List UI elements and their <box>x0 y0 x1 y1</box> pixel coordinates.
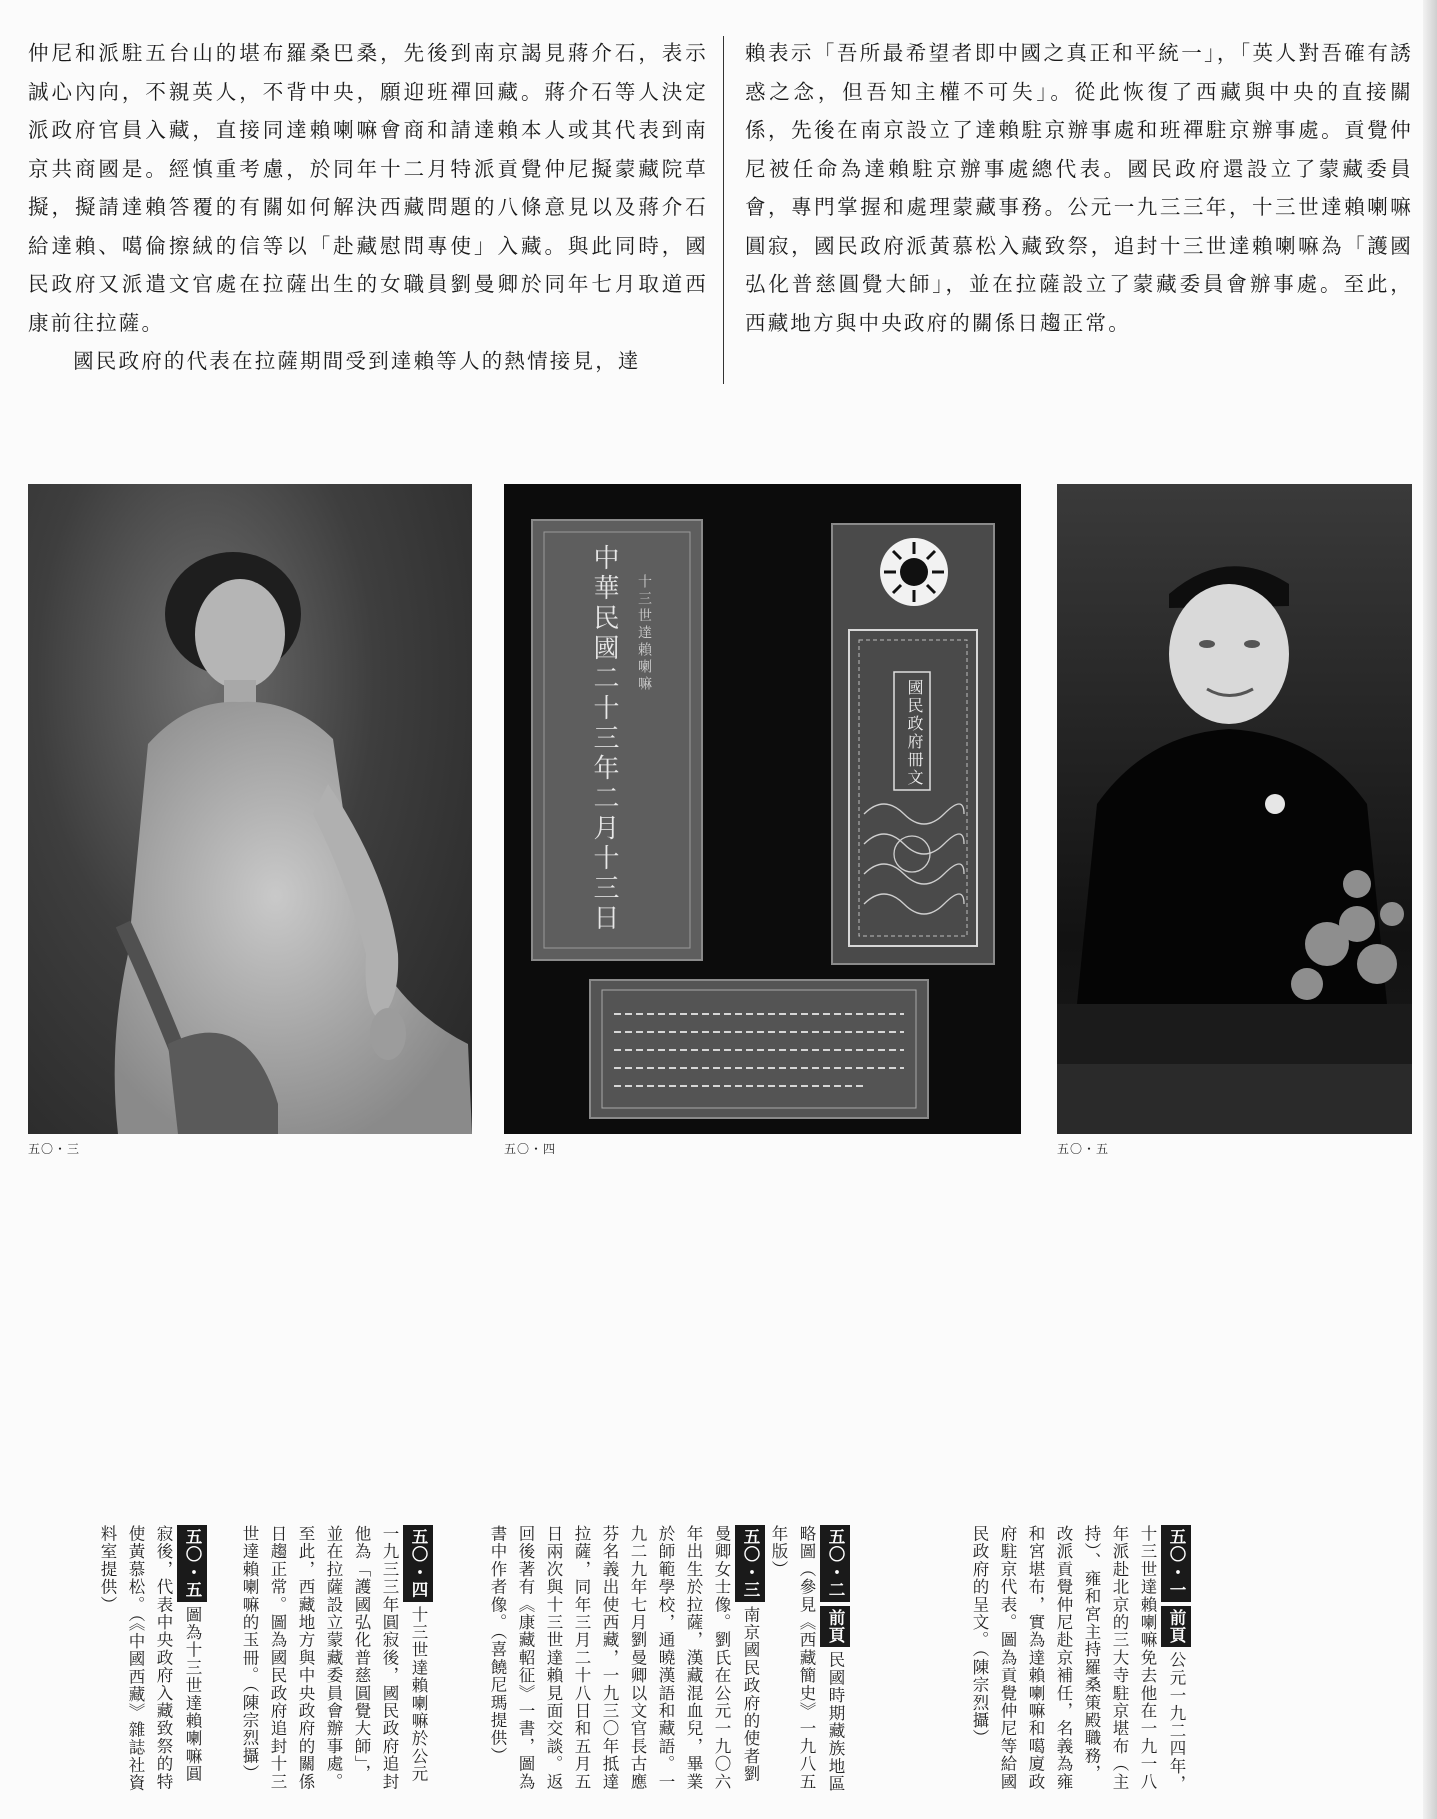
paragraph: 國民政府的代表在拉薩期間受到達賴等人的熱情接見，達 <box>73 349 641 373</box>
photo-huang-musong <box>1057 484 1412 1134</box>
caption-50-2 <box>769 1525 850 1797</box>
text-column-left <box>28 34 708 381</box>
caption-text: 公元一九二四年，十三世達賴喇嘛免去他在一九一八年派赴北京的三大寺駐京堪布（主持）、雍和宮主持羅桑策殿職務，改派貢覺仲尼赴京補任，名義為雍和宮堪布，實為達賴喇嘛和噶廈政府駐京代表。圖為貢覺仲尼等給國民政府的呈文。（陳宗烈攝） <box>970 1525 1186 1793</box>
photo-label: 五〇・五 <box>1057 1142 1110 1156</box>
caption-number: 五〇・三 <box>735 1525 765 1602</box>
caption-text: 南京國民政府的使者劉曼卿女士像。劉氏在公元一九〇六年出生於拉薩，漢藏混血兒，畢業於師範學校，通曉漢語和藏語。一九二九年七月劉曼卿以文官長古應芬名義出使西藏，一九三〇年抵達拉薩，同年三月二十八日和五月五日兩次與十三世達賴見面交談。返回後著有《康藏軺征》一書，圖為書中作者像。（喜饒尼瑪提供） <box>488 1525 760 1791</box>
caption-number: 五〇・二 <box>820 1525 850 1602</box>
text-column-right <box>745 34 1413 342</box>
photo-label: 五〇・四 <box>504 1142 557 1156</box>
caption-number: 五〇・四 <box>403 1525 433 1602</box>
caption-50-5 <box>95 1525 207 1797</box>
caption-tag: 前頁 <box>1161 1606 1191 1647</box>
portrait-woman-illustration <box>28 484 472 1134</box>
caption-50-3 <box>465 1525 765 1797</box>
column-divider <box>723 36 724 384</box>
caption-number: 五〇・五 <box>177 1525 207 1602</box>
photo-jade-tablets <box>504 484 1021 1134</box>
caption-text: 十三世達賴喇嘛於公元一九三三年圓寂後，國民政府追封他為「護國弘化普慈圓覺大師」，並在拉薩設立蒙藏委員會辦事處。至此，西藏地方與中央政府的關係日趨正常。圖為國民政府追封十三世達賴喇嘛的玉冊。（陳宗烈攝） <box>240 1525 428 1791</box>
caption-number: 五〇・一 <box>1161 1525 1191 1602</box>
caption-50-1 <box>970 1525 1191 1797</box>
jade-left-slab-small-inscription: 十三世達賴喇嘛 <box>636 574 652 693</box>
portrait-man-illustration <box>1057 484 1412 1134</box>
caption-tag: 前頁 <box>820 1606 850 1647</box>
caption-text: 民國時期藏族地區略圖（參見《西藏簡史》一九八五年版） <box>769 1525 845 1793</box>
paragraph: 仲尼和派駐五台山的堪布羅桑巴桑，先後到南京謁見蔣介石，表示誠心內向，不親英人，不背中央，願迎班禪回藏。蔣介石等人決定派政府官員入藏，直接同達賴喇嘛會商和請達賴本人或其代表到南京共商國是。經慎重考慮，於同年十二月特派貢覺仲尼擬蒙藏院草擬，擬請達賴答覆的有關如何解決西藏問題的八條意見以及蔣介石給達賴、噶倫擦絨的信等以「赴藏慰問專使」入藏。與此同時，國民政府又派遣文官處在拉薩出生的女職員劉曼卿於同年七月取道西康前往拉薩。 <box>28 41 708 335</box>
photo-liu-manqing <box>28 484 472 1134</box>
caption-text: 圖為十三世達賴喇嘛圓寂後，代表中央政府入藏致祭的特使黃慕松。（《中國西藏》雜誌社資料室提供） <box>98 1525 202 1792</box>
jade-tablets-illustration <box>504 484 1021 1134</box>
caption-50-4 <box>238 1525 433 1797</box>
page-binding-shade <box>1423 0 1437 1819</box>
jade-left-slab-inscription: 中華民國二十三年二月十三日 <box>589 544 619 934</box>
photo-label: 五〇・三 <box>28 1142 81 1156</box>
paragraph: 賴表示「吾所最希望者即中國之真正和平統一」，「英人對吾確有誘惑之念，但吾知主權不可失」。從此恢復了西藏與中央的直接關係，先後在南京設立了達賴駐京辦事處和班禪駐京辦事處。貢覺仲尼被任命為達賴駐京辦事處總代表。國民政府還設立了蒙藏委員會，專門掌握和處理蒙藏事務。公元一九三三年，十三世達賴喇嘛圓寂，國民政府派黃慕松入藏致祭，追封十三世達賴喇嘛為「護國弘化普慈圓覺大師」，並在拉薩設立了蒙藏委員會辦事處。至此，西藏地方與中央政府的關係日趨正常。 <box>745 41 1413 335</box>
jade-right-slab-title: 國民政府冊文 <box>905 679 924 787</box>
